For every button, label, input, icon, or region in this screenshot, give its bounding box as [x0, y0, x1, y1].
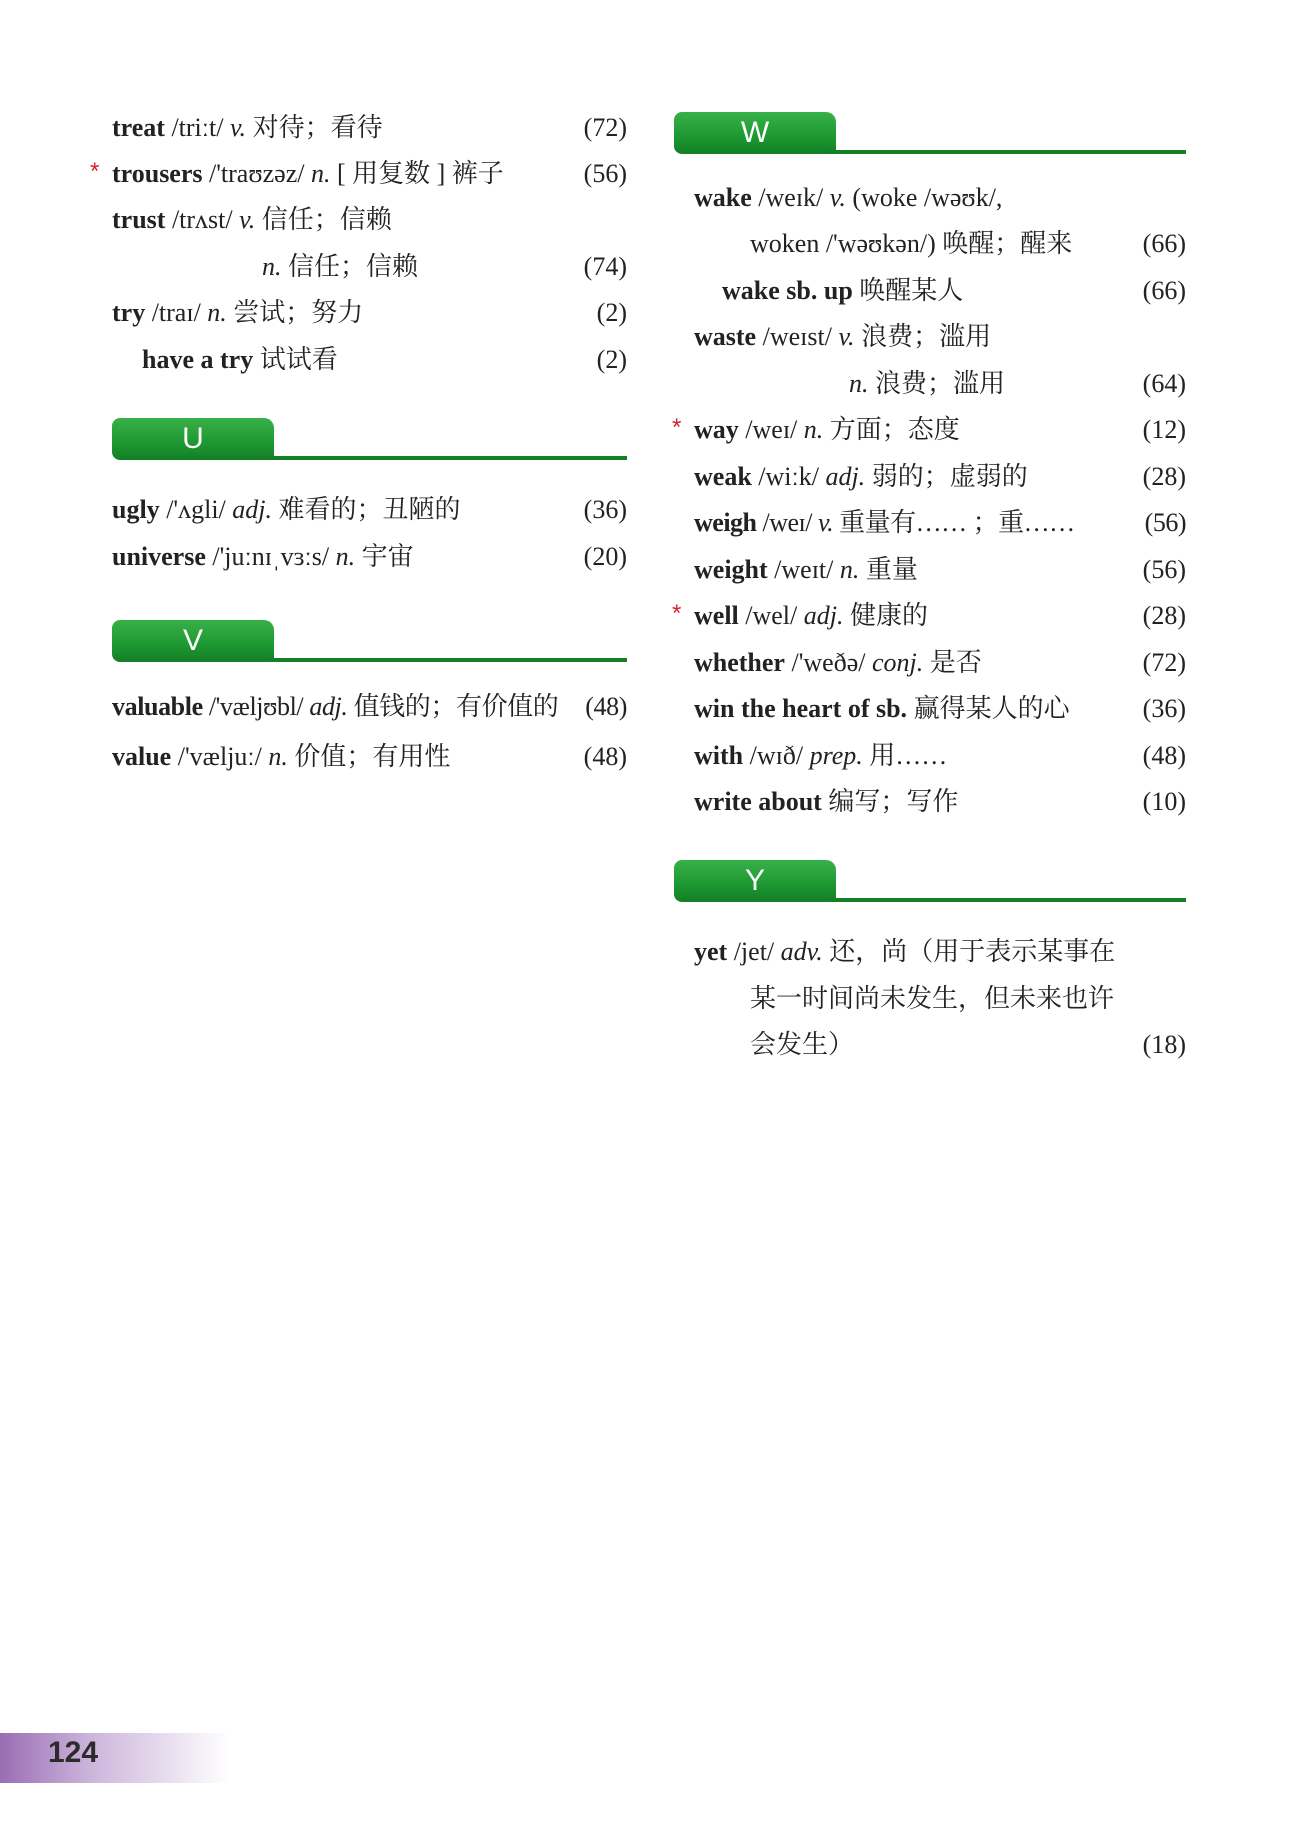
- star-marker: *: [90, 158, 100, 185]
- page-ref: (48): [585, 692, 627, 721]
- section-rule: [262, 456, 627, 460]
- page-ref: (56): [583, 159, 627, 188]
- star-marker: *: [672, 414, 682, 441]
- entry-ugly: ugly /'ʌgli/ adj. 难看的；丑陋的 (36): [112, 488, 627, 532]
- page-ref: (12): [1142, 415, 1186, 444]
- entry-win-the-heart: win the heart of sb. 赢得某人的心 (36): [694, 687, 1186, 731]
- entry-treat: treat /triːt/ v. 对待；看待 (72): [112, 106, 627, 150]
- page-ref: (66): [1142, 229, 1186, 258]
- page-ref: (2): [596, 298, 627, 327]
- entry-waste-noun: n. 浪费；滥用 (64): [694, 362, 1186, 406]
- entry-trust: trust /trʌst/ v. 信任；信赖: [112, 205, 392, 234]
- star-marker: *: [672, 600, 682, 627]
- entry-trust-noun: n. 信任；信赖 (74): [112, 245, 627, 289]
- section-letter: U: [112, 418, 274, 460]
- section-letter: W: [674, 112, 836, 154]
- page-ref: (48): [583, 742, 627, 771]
- entry-wake: wake /weɪk/ v. (woke /wəʊk/,: [694, 183, 1003, 212]
- entry-yet: yet /jet/ adv. 还，尚（用于表示某事在: [694, 937, 1116, 966]
- page-ref: (72): [1142, 648, 1186, 677]
- page-ref: (2): [596, 345, 627, 374]
- page-ref: (66): [1142, 276, 1186, 305]
- section-header-w: [674, 112, 1186, 162]
- section-header-u: [112, 418, 627, 468]
- entry-waste: waste /weɪst/ v. 浪费；滥用: [694, 322, 992, 351]
- section-header-y: [674, 860, 1186, 910]
- page-number: 124: [48, 1736, 99, 1769]
- page-ref: (18): [1142, 1030, 1186, 1059]
- entry-write-about: write about 编写；写作 (10): [694, 780, 1186, 824]
- entry-valuable: valuable /'væljʊbl/ adj. 值钱的；有价值的 (48): [112, 685, 627, 729]
- page-ref: (74): [583, 252, 627, 281]
- section-rule: [262, 658, 627, 662]
- section-letter: V: [112, 620, 274, 662]
- entry-universe: universe /'juːnɪˌvɜːs/ n. 宇宙 (20): [112, 535, 627, 579]
- entry-yet-cont-1: 某一时间尚未发生，但未来也许: [750, 984, 1115, 1013]
- page-ref: (36): [1142, 694, 1186, 723]
- page-ref: (10): [1142, 787, 1186, 816]
- entry-trousers: * trousers /'traʊzəz/ n. [ 用复数 ] 裤子 (56): [112, 152, 627, 196]
- entry-value: value /'væljuː/ n. 价值；有用性 (48): [112, 735, 627, 779]
- page-number-band: [0, 1733, 230, 1783]
- page-ref: (36): [583, 495, 627, 524]
- entry-well: * well /wel/ adj. 健康的 (28): [694, 594, 1186, 638]
- section-header-v: [112, 620, 627, 670]
- entry-way: * way /weɪ/ n. 方面；态度 (12): [694, 408, 1186, 452]
- page-ref: (72): [583, 113, 627, 142]
- entry-yet-cont-2: 会发生） (18): [694, 1023, 1186, 1067]
- entry-whether: whether /'weðə/ conj. 是否 (72): [694, 641, 1186, 685]
- entry-weigh: weigh /weɪ/ v. 重量有…… ；重…… (56): [694, 501, 1186, 545]
- entry-wake-cont: woken /'wəʊkən/) 唤醒；醒来 (66): [694, 222, 1186, 266]
- page-ref: (56): [1142, 555, 1186, 584]
- section-rule: [824, 150, 1186, 154]
- entry-wake-sb-up: wake sb. up 唤醒某人 (66): [694, 269, 1186, 313]
- section-letter: Y: [674, 860, 836, 902]
- section-rule: [824, 898, 1186, 902]
- page-ref: (56): [1144, 508, 1186, 537]
- entry-weight: weight /weɪt/ n. 重量 (56): [694, 548, 1186, 592]
- page-ref: (48): [1142, 741, 1186, 770]
- entry-try: try /traɪ/ n. 尝试；努力 (2): [112, 291, 627, 335]
- page-ref: (20): [583, 542, 627, 571]
- entry-have-a-try: have a try 试试看 (2): [112, 338, 627, 382]
- page-ref: (28): [1142, 462, 1186, 491]
- entry-with: with /wɪð/ prep. 用…… (48): [694, 734, 1186, 778]
- page-ref: (64): [1142, 369, 1186, 398]
- entry-weak: weak /wiːk/ adj. 弱的；虚弱的 (28): [694, 455, 1186, 499]
- page-ref: (28): [1142, 601, 1186, 630]
